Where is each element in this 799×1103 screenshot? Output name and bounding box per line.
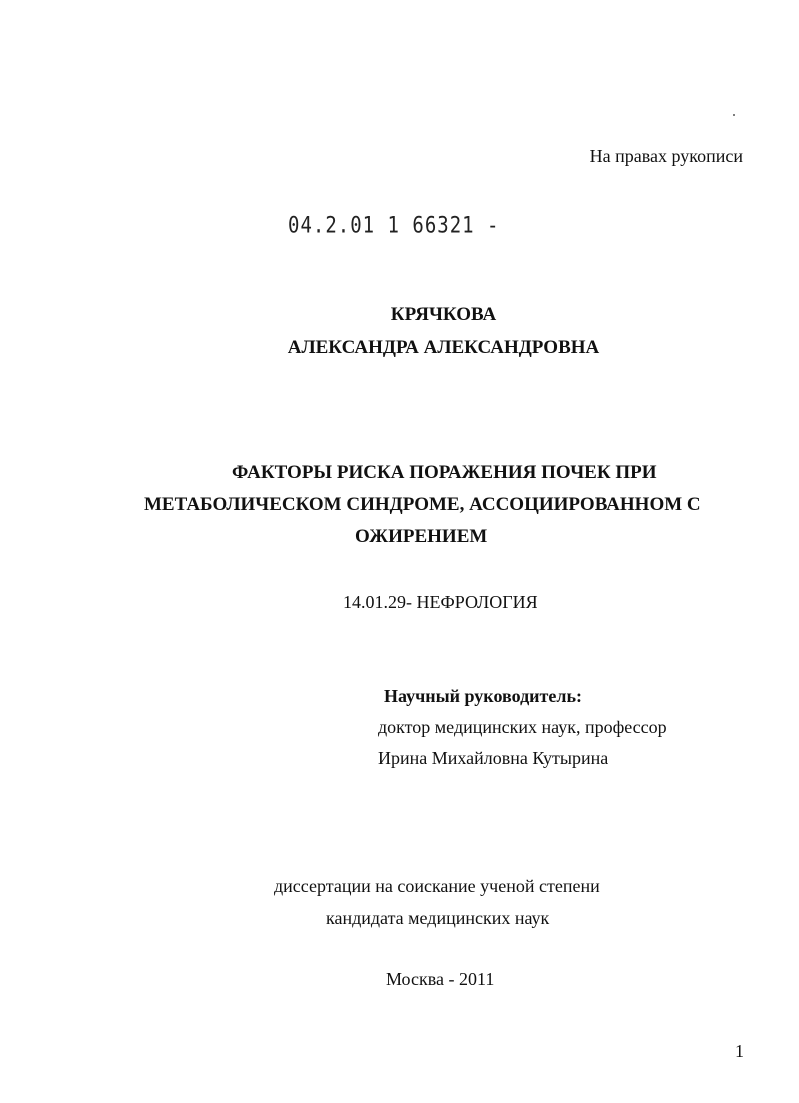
scan-speck — [733, 114, 735, 116]
thesis-title-line-2: МЕТАБОЛИЧЕСКОМ СИНДРОМЕ, АССОЦИИРОВАННОМ С — [144, 494, 701, 515]
supervisor-name: Ирина Михайловна Кутырина — [378, 748, 609, 768]
dissertation-purpose-line-1: диссертации на соискание ученой степени — [274, 876, 600, 896]
supervisor-degree: доктор медицинских наук, профессор — [378, 717, 667, 737]
city-year: Москва - 2011 — [386, 969, 495, 989]
author-surname: КРЯЧКОВА — [390, 304, 497, 325]
archive-stamp-number: 04.2.01 1 66321 - — [288, 213, 500, 239]
page-number: 1 — [735, 1041, 744, 1061]
dissertation-purpose-line-2: кандидата медицинских наук — [326, 908, 550, 928]
author-given-names: АЛЕКСАНДРА АЛЕКСАНДРОВНА — [287, 337, 600, 358]
supervisor-label: Научный руководитель: — [384, 686, 582, 706]
specialty-code: 14.01.29- НЕФРОЛОГИЯ — [343, 592, 538, 612]
thesis-title-line-3: ОЖИРЕНИЕМ — [355, 526, 488, 547]
thesis-title-line-1: ФАКТОРЫ РИСКА ПОРАЖЕНИЯ ПОЧЕК ПРИ — [232, 462, 657, 483]
manuscript-note: На правах рукописи — [589, 146, 743, 166]
